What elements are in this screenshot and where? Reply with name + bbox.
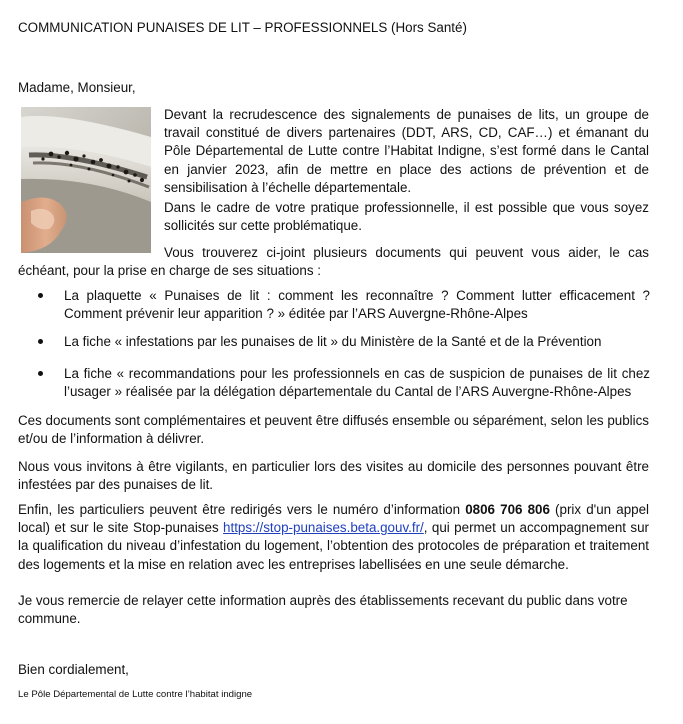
phone-number: 0806 706 806 [465,502,550,517]
documents-intro-line1: Vous trouverez ci-joint plusieurs documents qui peuvent vous aider, le cas [164,245,649,260]
list-item-text: La fiche « infestations par les punaises de lit » du Ministère de la Santé et de la Prévention [64,334,602,349]
intro-paragraph: Devant la recrudescence des signalements de punaises de lits, un groupe de travail constitué de divers partenaires (DDT, ARS, CD, CAF…) et émanant du Pôle Départemental de Lutte contre l’Habitat Indigne, s’est formé dans le Cantal en janvier 2023, afin de mettre en place des actions de prévention et de sensibilisation à l’échelle départementale. [164,107,649,195]
documents-intro-line2: échéant, pour la prise en charge de ses situations : [18,263,321,278]
vigilance-paragraph: Nous vous invitons à être vigilants, en particulier lors des visites au domicile des personnes pouvant être infestées par des punaises de lit. [18,459,649,493]
information-paragraph [18,501,649,574]
complementary-paragraph: Ces documents sont complémentaires et peuvent être diffusés ensemble ou séparément, selon les publics et/ou de l’information à délivrer. [18,413,649,447]
thanks-paragraph: Je vous remercie de relayer cette information auprès des établissements recevant du public dans votre commune. [18,593,628,627]
signature: Le Pôle Départemental de Lutte contre l’habitat indigne [18,689,253,700]
closing: Bien cordialement, [18,662,129,677]
greeting: Madame, Monsieur, [18,80,136,95]
bullet-icon [38,293,43,298]
practice-paragraph: Dans le cadre de votre pratique professionnelle, il est possible que vous soyez sollicités sur cette problématique. [164,200,649,234]
information-text-after: , qui permet un accompagnement sur la qualification du niveau d’infestation du logement, l’obtention des protocoles de préparation et traitement des logements et la mise en relation avec les entreprises labellisées en une seule démarche. [18,520,649,572]
list-item-text: La plaquette « Punaises de lit : comment les reconnaître ? Comment lutter efficacement ? Comment prévenir leur apparition ? » éditée par l’ARS Auvergne-Rhône-Alpes [64,288,650,322]
bedbug-mattress-photo [21,107,151,253]
information-text-before: Enfin, les particuliers peuvent être redirigés vers le numéro d’information [18,502,466,517]
information-text-middle: (prix d'un appel local) et sur le site Stop-punaises [18,502,650,536]
bullet-icon [38,371,43,376]
bullet-icon [38,339,43,344]
stop-punaises-link[interactable]: https://stop-punaises.beta.gouv.fr/ [223,520,424,536]
document-title: COMMUNICATION PUNAISES DE LIT – PROFESSIONNELS (Hors Santé) [18,20,467,35]
list-item-text: La fiche « recommandations pour les professionnels en cas de suspicion de punaises de lit chez l’usager » réalisée par la délégation départementale du Cantal de l’ARS Auvergne-Rhône-Alpes [64,366,650,400]
